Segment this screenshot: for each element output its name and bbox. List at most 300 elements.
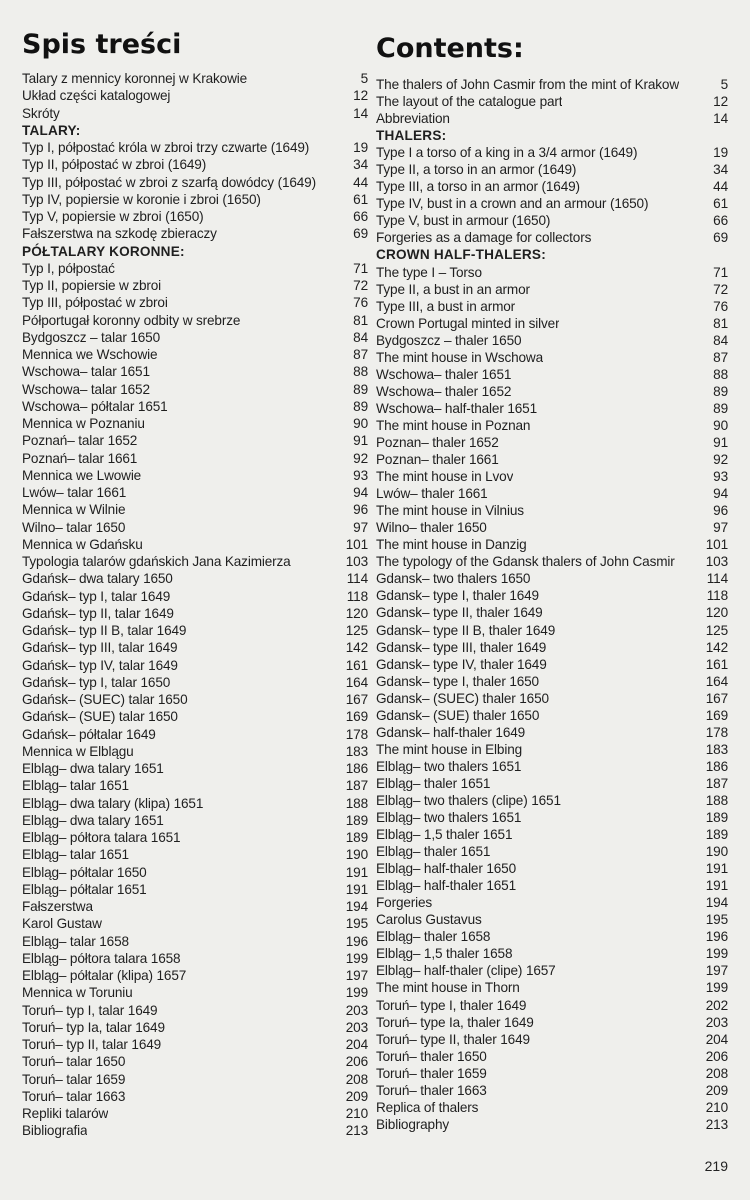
toc-entry: [22, 484, 368, 501]
toc-entry: [22, 1002, 368, 1019]
toc-entry: [22, 743, 368, 760]
toc-entry-title: The mint house in Lvov: [376, 469, 514, 485]
toc-entry: [376, 843, 728, 860]
toc-entry: [22, 363, 368, 380]
toc-entry: [22, 1088, 368, 1105]
toc-entry-page: 120: [345, 605, 368, 621]
toc-entry-page: 96: [353, 502, 368, 518]
toc-entry-title: Typologia talarów gdańskich Jana Kazimierza: [22, 554, 291, 569]
toc-entry: [376, 604, 728, 621]
toc-entry-title: Replica of thalers: [376, 1099, 479, 1115]
toc-entry: [376, 178, 728, 195]
toc-entry: [376, 195, 728, 212]
toc-entry: [22, 588, 368, 605]
toc-entry-title: The mint house in Thorn: [376, 980, 520, 996]
toc-entry-page: 88: [713, 366, 728, 382]
toc-entry-page: 203: [345, 1002, 368, 1018]
toc-entry-title: Talary z mennicy koronnej w Krakowie: [22, 71, 248, 86]
toc-entry-page: 89: [353, 398, 368, 414]
toc-entry-page: 66: [353, 209, 368, 224]
toc-entry-title: Toruń– type I, thaler 1649: [376, 997, 527, 1013]
toc-entry-page: 84: [353, 329, 368, 345]
toc-entry: [22, 156, 368, 173]
toc-entry: [22, 432, 368, 449]
toc-entry-page: 87: [353, 347, 368, 362]
toc-entry-title: Elbląg– thaler 1651: [376, 844, 491, 860]
toc-entry-title: Elbląg– talar 1658: [22, 933, 129, 949]
toc-entry-page: 125: [705, 622, 728, 638]
toc-entry: [376, 553, 728, 570]
toc-entry-page: 103: [705, 554, 728, 570]
toc-entry-title: Gdańsk– typ II B, talar 1649: [22, 623, 187, 638]
toc-entry-title: Lwów– thaler 1661: [376, 486, 488, 502]
toc-entry-page: 191: [705, 878, 728, 894]
toc-entry-title: Gdansk– type II B, thaler 1649: [376, 622, 556, 638]
toc-entry-title: Elbląg– półtora talara 1658: [22, 950, 181, 966]
toc-entry: [22, 605, 368, 622]
toc-entry: [376, 792, 728, 809]
toc-entry: [376, 570, 728, 587]
toc-entry: [376, 1014, 728, 1031]
toc-entry-page: 34: [353, 157, 368, 173]
toc-entry-title: Type V, bust in armour (1650): [376, 213, 551, 229]
toc-entry-page: 71: [353, 260, 368, 276]
toc-entry: [376, 1031, 728, 1048]
toc-entry: [22, 795, 368, 812]
toc-entry-page: 188: [705, 792, 728, 808]
toc-entry: [376, 911, 728, 928]
toc-entry: [22, 294, 368, 311]
toc-entry: [22, 812, 368, 829]
toc-entry-page: 114: [706, 571, 728, 587]
toc-entry-page: 103: [345, 554, 368, 569]
toc-entry: [22, 1122, 368, 1139]
toc-entry: [376, 945, 728, 962]
toc-entry-page: 72: [713, 281, 728, 297]
toc-entry-title: Type III, a bust in armor: [376, 298, 516, 314]
toc-entry-page: 169: [345, 709, 368, 725]
toc-entry-page: 142: [705, 639, 728, 655]
toc-entry: [22, 829, 368, 846]
toc-entry: [22, 139, 368, 156]
toc-entry: [22, 777, 368, 794]
toc-entry: [376, 690, 728, 707]
toc-entry-title: Elbląg– dwa talary (klipa) 1651: [22, 795, 204, 811]
toc-entry: [22, 570, 368, 587]
toc-entry-title: Bibliography: [376, 1116, 450, 1132]
toc-entry: [376, 1082, 728, 1099]
toc-entry: [376, 281, 728, 298]
toc-entry-page: 191: [705, 861, 728, 877]
toc-entry-page: 92: [713, 452, 728, 468]
toc-entry-title: Poznań– talar 1661: [22, 450, 138, 466]
toc-entry-title: Typ IV, popiersie w koronie i zbroi (1650): [22, 191, 261, 207]
toc-entry-title: Crown Portugal minted in silver: [376, 315, 560, 331]
toc-entry-title: Typ I, półpostać: [22, 260, 115, 276]
english-contents-list: [376, 76, 728, 1133]
toc-entry-title: Toruń– type Ia, thaler 1649: [376, 1014, 534, 1030]
toc-entry-title: Mennica we Wschowie: [22, 347, 158, 362]
toc-entry: [22, 639, 368, 656]
toc-entry: [22, 398, 368, 415]
toc-entry: [376, 366, 728, 383]
toc-entry: [376, 502, 728, 519]
toc-entry-title: The layout of the catalogue part: [376, 94, 563, 110]
toc-entry-title: Wschowa– półtalar 1651: [22, 398, 168, 414]
toc-entry-title: Type III, a torso in an armor (1649): [376, 179, 580, 195]
toc-entry-title: TALARY:: [22, 122, 81, 138]
toc-entry: [22, 915, 368, 932]
toc-entry-page: 164: [705, 673, 728, 689]
toc-entry: [376, 809, 728, 826]
toc-entry-page: 196: [705, 929, 728, 945]
toc-entry: [22, 1019, 368, 1036]
toc-entry-title: Elbląg– half-thaler 1650: [376, 861, 516, 877]
toc-section-heading: [22, 243, 368, 260]
toc-entry-page: 210: [705, 1099, 728, 1115]
toc-entry-title: Gdańsk– typ III, talar 1649: [22, 640, 178, 656]
toc-entry-title: Elbląg– two thalers 1651: [376, 758, 522, 774]
toc-entry-page: 19: [713, 145, 728, 161]
toc-entry: [22, 381, 368, 398]
toc-entry-title: Carolus Gustavus: [376, 912, 482, 928]
toc-entry: [22, 691, 368, 708]
toc-entry-title: Gdansk– type IV, thaler 1649: [376, 656, 547, 672]
toc-entry-title: Bydgoszcz – thaler 1650: [376, 332, 522, 348]
toc-entry-page: 69: [353, 226, 368, 242]
toc-entry: [376, 76, 728, 93]
toc-entry: [376, 229, 728, 246]
toc-entry-title: Elbląg– thaler 1658: [376, 929, 491, 945]
toc-entry-title: Elbląg– two thalers (clipe) 1651: [376, 792, 561, 808]
toc-entry: [376, 673, 728, 690]
toc-entry-title: Wschowa– thaler 1651: [376, 366, 512, 382]
toc-entry-page: 189: [345, 812, 368, 828]
toc-entry-title: Typ V, popiersie w zbroi (1650): [22, 209, 204, 224]
toc-entry-title: Toruń– thaler 1650: [376, 1048, 487, 1064]
toc-entry-page: 93: [353, 467, 368, 483]
toc-entry: [376, 928, 728, 945]
toc-entry-title: The mint house in Elbing: [376, 741, 523, 757]
toc-entry-page: 87: [713, 349, 728, 365]
toc-entry-page: 204: [705, 1031, 728, 1047]
toc-entry-page: 161: [345, 657, 368, 673]
toc-entry-page: 89: [713, 400, 728, 416]
toc-entry: [22, 467, 368, 484]
toc-entry-page: 189: [705, 827, 728, 843]
toc-entry-title: Elbląg– thaler 1651: [376, 775, 491, 791]
toc-entry-page: 12: [713, 94, 728, 110]
toc-entry-title: Toruń– typ I, talar 1649: [22, 1002, 158, 1018]
toc-entry: [22, 346, 368, 363]
toc-entry-title: Półportugał koronny odbity w srebrze: [22, 312, 241, 328]
toc-entry-title: Gdańsk– typ I, talar 1650: [22, 674, 171, 690]
toc-entry: [376, 656, 728, 673]
toc-entry-title: THALERS:: [376, 128, 447, 144]
toc-entry: [22, 277, 368, 294]
toc-entry: [376, 1065, 728, 1082]
toc-entry-title: Toruń– typ II, talar 1649: [22, 1037, 162, 1052]
toc-entry-title: Elbląg– two thalers 1651: [376, 810, 522, 826]
toc-entry-page: 194: [705, 895, 728, 911]
toc-entry-page: 213: [705, 1116, 728, 1132]
toc-entry-page: 84: [713, 332, 728, 348]
toc-entry-page: 125: [345, 623, 368, 638]
toc-entry-title: Elbląg– half-thaler (clipe) 1657: [376, 963, 556, 979]
toc-entry-page: 178: [705, 724, 728, 740]
toc-entry: [22, 1053, 368, 1070]
toc-entry-title: Wschowa– half-thaler 1651: [376, 400, 537, 416]
toc-entry-title: Gdansk– type II, thaler 1649: [376, 605, 543, 621]
toc-entry: [22, 519, 368, 536]
toc-entry-title: Gdansk– two thalers 1650: [376, 571, 531, 587]
toc-entry-title: Elbląg– talar 1651: [22, 847, 129, 863]
toc-entry-title: Elbląg– dwa talary 1651: [22, 812, 164, 828]
toc-entry: [376, 622, 728, 639]
toc-entry-title: Gdansk– type III, thaler 1649: [376, 639, 547, 655]
toc-entry-title: Type II, a torso in an armor (1649): [376, 162, 577, 178]
toc-entry: [376, 400, 728, 417]
toc-entry: [376, 349, 728, 366]
toc-entry-title: Forgeries as a damage for collectors: [376, 230, 592, 246]
toc-entry: [376, 758, 728, 775]
toc-entry-page: 66: [713, 213, 728, 229]
toc-entry-page: 76: [353, 295, 368, 311]
toc-entry-title: Elbląg– półtora talara 1651: [22, 830, 181, 845]
toc-entry-title: The type I – Torso: [376, 264, 482, 280]
toc-entry: [376, 741, 728, 758]
toc-entry-page: 208: [705, 1065, 728, 1081]
toc-entry-title: Bibliografia: [22, 1123, 88, 1139]
toc-entry-title: Typ II, popiersie w zbroi: [22, 278, 162, 293]
toc-entry-title: Gdańsk– dwa talary 1650: [22, 571, 173, 587]
toc-entry: [376, 536, 728, 553]
toc-entry: [22, 1105, 368, 1122]
toc-entry-title: Elbląg– 1,5 thaler 1658: [376, 946, 513, 962]
toc-entry-page: 191: [345, 864, 368, 880]
toc-entry-page: 204: [345, 1037, 368, 1052]
toc-entry-page: 118: [346, 588, 368, 604]
toc-entry-page: 206: [705, 1048, 728, 1064]
toc-section-heading: [376, 127, 728, 144]
toc-entry-title: Gdańsk– typ IV, talar 1649: [22, 657, 178, 673]
toc-entry: [22, 87, 368, 104]
toc-entry-title: Typ II, półpostać w zbroi (1649): [22, 157, 207, 173]
toc-entry-title: Gdansk– (SUE) thaler 1650: [376, 707, 540, 723]
toc-entry-title: Lwów– talar 1661: [22, 485, 127, 500]
toc-entry: [22, 622, 368, 639]
toc-entry-title: The mint house in Wschowa: [376, 349, 544, 365]
toc-entry-page: 120: [705, 605, 728, 621]
toc-entry-title: Wilno– talar 1650: [22, 519, 126, 535]
toc-entry-page: 118: [706, 588, 728, 604]
toc-entry-title: Poznań– talar 1652: [22, 433, 138, 449]
toc-entry: [376, 468, 728, 485]
polish-contents-column: [22, 28, 368, 1140]
toc-entry: [376, 434, 728, 451]
toc-entry-page: 195: [345, 916, 368, 932]
toc-entry: [22, 881, 368, 898]
toc-entry-page: 203: [705, 1014, 728, 1030]
toc-entry-title: Fałszerstwa na szkodę zbieraczy: [22, 226, 217, 242]
toc-entry-title: Wschowa– talar 1651: [22, 364, 150, 380]
toc-entry-page: 61: [353, 191, 368, 207]
toc-entry: [22, 864, 368, 881]
toc-entry-title: Wilno– thaler 1650: [376, 520, 487, 536]
toc-entry-title: Elbląg– półtalar 1651: [22, 881, 147, 897]
toc-entry-title: The mint house in Vilnius: [376, 503, 524, 519]
toc-entry: [22, 225, 368, 242]
toc-entry-title: Poznan– thaler 1661: [376, 452, 499, 468]
toc-entry-page: 169: [705, 707, 728, 723]
toc-entry-page: 183: [345, 743, 368, 759]
toc-entry-page: 189: [345, 830, 368, 845]
toc-entry-title: Wschowa– thaler 1652: [376, 383, 512, 399]
toc-entry: [376, 298, 728, 315]
toc-entry: [376, 775, 728, 792]
toc-entry: [376, 639, 728, 656]
toc-entry-page: 187: [705, 775, 728, 791]
toc-entry-title: Skróty: [22, 105, 60, 121]
toc-entry-page: 209: [705, 1082, 728, 1098]
toc-entry: [376, 93, 728, 110]
toc-entry: [22, 536, 368, 553]
toc-entry-title: Toruń– thaler 1659: [376, 1065, 487, 1081]
toc-entry: [376, 826, 728, 843]
toc-entry: [376, 383, 728, 400]
toc-entry: [22, 950, 368, 967]
toc-entry-title: Gdańsk– typ II, talar 1649: [22, 605, 174, 621]
toc-entry-title: Gdansk– half-thaler 1649: [376, 724, 526, 740]
toc-entry-page: 89: [713, 383, 728, 399]
toc-entry: [22, 898, 368, 915]
toc-entry-title: Type IV, bust in a crown and an armour (1650): [376, 196, 649, 212]
toc-entry-page: 19: [353, 140, 368, 155]
toc-entry-page: 90: [353, 416, 368, 431]
toc-entry-page: 191: [345, 881, 368, 897]
toc-entry: [376, 161, 728, 178]
toc-entry-title: Elbląg– 1,5 thaler 1651: [376, 827, 513, 843]
toc-entry-page: 199: [345, 950, 368, 966]
toc-entry-page: 209: [345, 1088, 368, 1104]
toc-entry-page: 97: [713, 520, 728, 536]
toc-entry-page: 5: [720, 77, 728, 92]
toc-entry-title: Gdansk– (SUEC) thaler 1650: [376, 690, 549, 706]
toc-entry-title: Gdańsk– typ I, talar 1649: [22, 588, 171, 604]
toc-entry-page: 161: [705, 656, 728, 672]
toc-entry-title: Elbląg– talar 1651: [22, 778, 129, 794]
toc-entry: [376, 485, 728, 502]
toc-entry: [376, 1048, 728, 1065]
toc-entry-title: Mennica w Toruniu: [22, 985, 133, 1001]
toc-entry-page: 14: [713, 111, 728, 127]
toc-entry-title: Elbląg– półtalar (klipa) 1657: [22, 968, 187, 983]
toc-entry: [22, 312, 368, 329]
toc-entry-page: 142: [345, 640, 368, 656]
toc-entry: [22, 657, 368, 674]
toc-entry: [22, 933, 368, 950]
toc-entry-title: Typ III, półpostać w zbroi z szarfą dowódcy (1649): [22, 174, 316, 190]
toc-entry-title: Typ III, półpostać w zbroi: [22, 295, 168, 311]
toc-entry-title: Karol Gustaw: [22, 916, 102, 932]
toc-entry-page: 96: [713, 503, 728, 519]
toc-entry-page: 190: [345, 847, 368, 863]
toc-entry-title: Mennica w Elblągu: [22, 743, 134, 759]
toc-entry-page: 208: [345, 1071, 368, 1087]
toc-entry: [22, 260, 368, 277]
toc-entry: [22, 208, 368, 225]
polish-contents-heading: Spis treści: [22, 29, 182, 60]
toc-entry-title: Toruń– talar 1659: [22, 1071, 126, 1087]
toc-entry: [376, 979, 728, 996]
toc-entry-title: Type II, a bust in an armor: [376, 281, 530, 297]
toc-entry-page: 76: [713, 298, 728, 314]
toc-entry: [376, 110, 728, 127]
toc-entry-title: Toruń– talar 1650: [22, 1054, 126, 1070]
toc-entry: [376, 315, 728, 332]
toc-entry-page: 90: [713, 417, 728, 433]
toc-entry: [376, 962, 728, 979]
toc-entry: [22, 105, 368, 122]
toc-entry: [376, 707, 728, 724]
toc-entry-title: Gdańsk– (SUE) talar 1650: [22, 709, 178, 725]
toc-entry-page: 44: [353, 174, 368, 190]
toc-entry: [376, 451, 728, 468]
toc-entry-title: The mint house in Poznan: [376, 417, 531, 433]
toc-entry-title: Fałszerstwa: [22, 899, 93, 914]
toc-entry-page: 178: [345, 726, 368, 742]
toc-entry-title: CROWN HALF-THALERS:: [376, 247, 546, 263]
toc-entry: [22, 329, 368, 346]
toc-entry-title: Elbląg– półtalar 1650: [22, 864, 147, 880]
toc-entry-page: 213: [345, 1123, 368, 1139]
toc-entry-page: 164: [345, 674, 368, 690]
toc-entry-title: The thalers of John Casmir from the mint of Krakow: [376, 77, 680, 92]
toc-entry: [376, 894, 728, 911]
toc-section-heading: [22, 122, 368, 139]
toc-entry-page: 81: [353, 312, 368, 328]
toc-entry-page: 197: [705, 963, 728, 979]
toc-entry-page: 72: [353, 278, 368, 293]
toc-entry-page: 199: [705, 980, 728, 996]
toc-entry-title: Wschowa– talar 1652: [22, 381, 150, 397]
toc-entry: [376, 587, 728, 604]
toc-entry-page: 89: [353, 381, 368, 397]
toc-entry: [22, 846, 368, 863]
toc-entry-page: 5: [360, 71, 368, 86]
toc-entry: [22, 1071, 368, 1088]
toc-entry-title: Typ I, półpostać króla w zbroi trzy czwarte (1649): [22, 140, 310, 155]
toc-entry-title: Gdańsk– półtalar 1649: [22, 726, 156, 742]
english-contents-heading: Contents:: [376, 33, 524, 64]
toc-entry: [376, 877, 728, 894]
toc-entry-page: 202: [705, 997, 728, 1013]
toc-entry-title: Toruń– talar 1663: [22, 1088, 126, 1104]
toc-entry-title: Bydgoszcz – talar 1650: [22, 329, 161, 345]
toc-section-heading: [376, 246, 728, 263]
toc-entry-page: 81: [713, 315, 728, 331]
toc-entry-page: 101: [345, 536, 368, 552]
toc-entry: [22, 174, 368, 191]
toc-entry-page: 186: [345, 761, 368, 776]
toc-entry-page: 167: [345, 692, 368, 707]
toc-entry-page: 93: [713, 469, 728, 485]
toc-entry-page: 94: [713, 486, 728, 502]
toc-entry: [22, 415, 368, 432]
toc-entry: [376, 212, 728, 229]
toc-entry: [22, 726, 368, 743]
toc-entry-page: 61: [713, 196, 728, 212]
